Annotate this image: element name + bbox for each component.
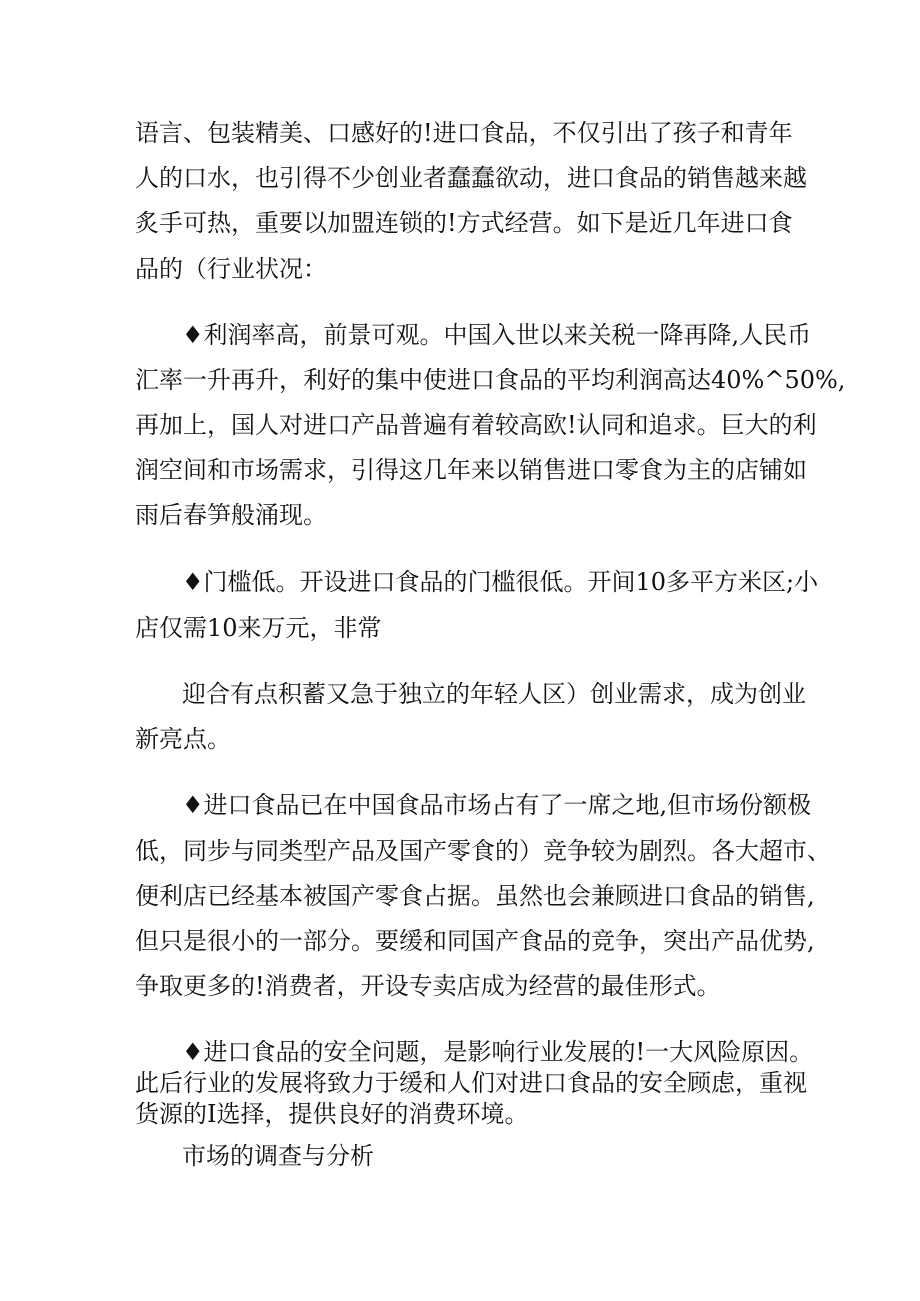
text-line: 争取更多的!消费者，开设专卖店成为经营的最佳形式。: [135, 972, 721, 1000]
bullet-line: ♦进口食品已在中国食品市场占有了一席之地,但市场份额极: [182, 791, 812, 819]
text-line: 货源的I选择，提供良好的消费环境。: [135, 1100, 529, 1128]
text-line: 低，同步与同类型产品及国产零食的）竞争较为剧烈。各大超市、: [135, 837, 831, 865]
text-line: 但只是很小的一部分。要缓和同国产食品的竞争，突出产品优势,: [135, 927, 815, 955]
text-line: 汇率一升再升，利好的集中使进口食品的平均利润高达40%^50%,: [135, 366, 846, 394]
text-line: 炙手可热，重要以加盟连锁的!方式经营。如下是近几年进口食: [135, 209, 793, 237]
text-line: 润空间和市场需求，引得这几年来以销售进口零食为主的店铺如: [135, 456, 807, 484]
text-line: 迎合有点积蓄又急于独立的年轻人区）创业需求，成为创业: [182, 680, 806, 708]
text-line: 语言、包装精美、口感好的!进口食品，不仅引出了孩子和青年: [135, 119, 793, 147]
bullet-line: ♦进口食品的安全问题，是影响行业发展的!一大风险原因。: [182, 1038, 814, 1066]
text-line: 新亮点。: [135, 725, 231, 753]
section-heading: 市场的调查与分析: [182, 1142, 374, 1170]
bullet-line: ♦利润率高，前景可观。中国入世以来关税一降再降,人民币: [182, 321, 812, 349]
text-line: 人的口水，也引得不少创业者蠢蠢欲动，进口食品的销售越来越: [135, 164, 807, 192]
text-line: 便利店已经基本被国产零食占据。虽然也会兼顾进口食品的销售,: [135, 882, 815, 910]
text-line: 品的（行业状况：: [135, 255, 327, 283]
text-line: 此后行业的发展将致力于缓和人们对进口食品的安全顾虑，重视: [135, 1069, 807, 1097]
bullet-line: ♦门槛低。开设进口食品的门槛很低。开间10多平方米区;小: [182, 568, 819, 596]
text-line: 店仅需10来万元，非常: [135, 614, 382, 642]
text-line: 雨后春笋般涌现。: [135, 501, 327, 529]
text-line: 再加上，国人对进口产品普遍有着较高欧!认同和追求。巨大的利: [135, 411, 817, 439]
